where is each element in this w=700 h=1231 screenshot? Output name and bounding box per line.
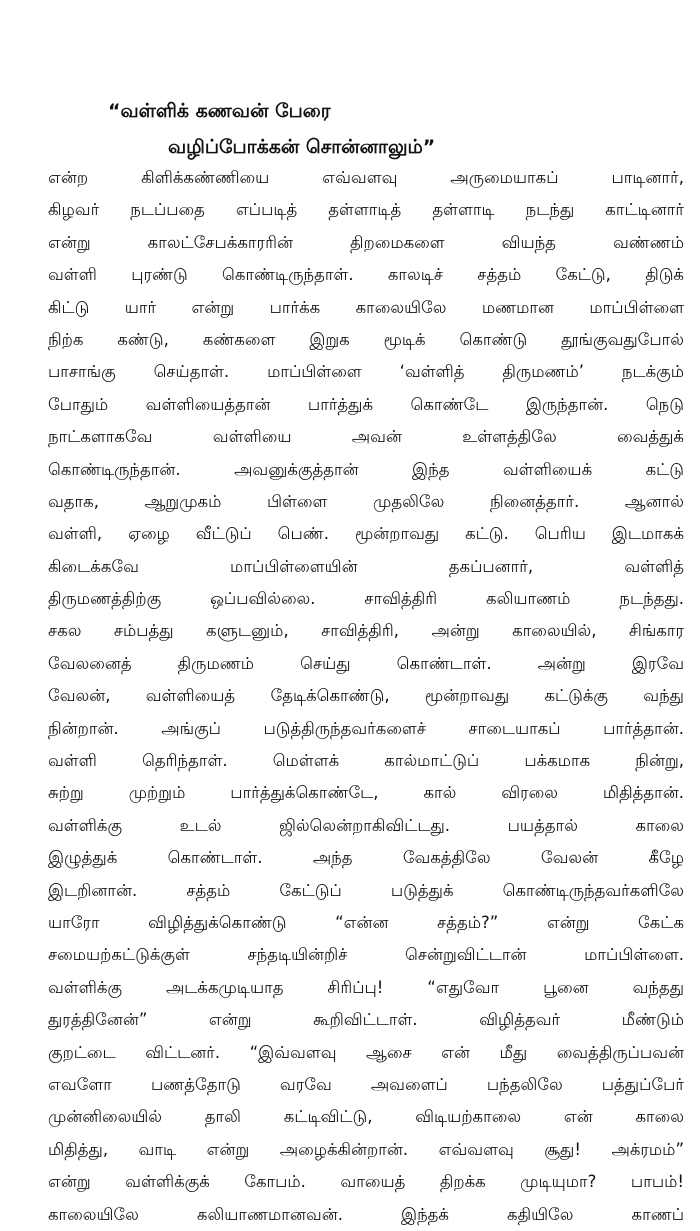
text-line: என்று வள்ளிக்குக் கோபம். வாயைத் திறக்க முடியுமா? பாபம்! [48, 1172, 684, 1192]
text-line: வள்ளி, ஏழை வீட்டுப் பெண். மூன்றாவது கட்டு. பெரிய இடமாகக் [48, 524, 684, 544]
text-line: மிதித்து, வாடி என்று அழைக்கின்றான். எவ்வளவு சூது! அக்ரமம்” [48, 1139, 684, 1159]
text-line: இடறினான். சத்தம் கேட்டுப் படுத்துக் கொண்டிருந்தவர்களிலே [48, 880, 684, 900]
text-line: இழுத்துக் கொண்டாள். அந்த வேகத்திலே வேலன் கீழே [48, 848, 684, 868]
text-line: துரத்தினேன்” என்று கூறிவிட்டாள். விழித்தவர் மீண்டும் [48, 1010, 684, 1030]
body-paragraph [48, 162, 684, 1231]
text-line: கிழவர் நடப்பதை எப்படித் தள்ளாடித் தள்ளாடி நடந்து காட்டினார் [48, 200, 684, 220]
text-line: வள்ளிக்கு அடக்கமுடியாத சிரிப்பு! “எதுவோ பூனை வந்தது [48, 977, 684, 997]
text-line: என்ற கிளிக்கண்ணியை எவ்வளவு அருமையாகப் பாடினார், [48, 168, 684, 187]
text-line: சமையற்கட்டுக்குள் சந்தடியின்றிச் சென்றுவிட்டான் மாப்பிள்ளை. [48, 945, 684, 965]
text-line: சுற்று முற்றும் பார்த்துக்கொண்டே, கால் விரலை மிதித்தான். [48, 783, 684, 803]
text-line: நிற்க கண்டு, கண்களை இறுக மூடிக் கொண்டு தூங்குவதுபோல் [48, 329, 684, 349]
text-line: வதாக, ஆறுமுகம் பிள்ளை முதலிலே நினைத்தார். ஆனால் [48, 491, 684, 511]
text-line: நின்றான். அங்குப் படுத்திருந்தவர்களைச் சாடையாகப் பார்த்தான். [48, 718, 684, 738]
text-line: வள்ளிக்கு உடல் ஜில்லென்றாகிவிட்டது. பயத்தால் காலை [48, 815, 684, 835]
text-line: பாசாங்கு செய்தாள். மாப்பிள்ளை ‘வள்ளித் திருமணம்’ நடக்கும் [48, 362, 684, 382]
text-line: போதும் வள்ளியைத்தான் பார்த்துக் கொண்டே இருந்தான். நெடு [48, 394, 684, 414]
text-line: கிடைக்கவே மாப்பிள்ளையின் தகப்பனார், வள்ளித் [48, 556, 684, 576]
text-line: யாரோ விழித்துக்கொண்டு “என்ன சத்தம்?” என்று கேட்க [48, 912, 684, 932]
verse-line-1: “வள்ளிக் கணவன் பேரை [108, 100, 331, 122]
text-line: வேலன், வள்ளியைத் தேடிக்கொண்டு, மூன்றாவது கட்டுக்கு வந்து [48, 686, 684, 706]
text-line: கிட்டு யார் என்று பார்க்க காலையிலே மணமான மாப்பிள்ளை [48, 297, 684, 317]
text-line: குறட்டை விட்டனர். “இவ்வளவு ஆசை என் மீது வைத்திருப்பவன் [48, 1042, 684, 1062]
text-line: வேலனைத் திருமணம் செய்து கொண்டாள். அன்று இரவே [48, 653, 684, 673]
verse-line-2: வழிப்போக்கன் சொன்னாலும்” [168, 136, 436, 158]
text-line: எவளோ பணத்தோடு வரவே அவளைப் பந்தலிலே பத்துப்பேர் [48, 1074, 684, 1094]
text-line: கொண்டிருந்தான். அவனுக்குத்தான் இந்த வள்ளியைக் கட்டு [48, 459, 684, 479]
text-line: சகல சம்பத்து களுடனும், சாவித்திரி, அன்று காலையில், சிங்கார [48, 621, 684, 641]
text-line: என்று காலட்சேபக்காரரின் திறமைகளை வியந்த வண்ணம் [48, 232, 684, 252]
text-line: திருமணத்திற்கு ஒப்பவில்லை. சாவித்திரி கலியாணம் நடந்தது. [48, 589, 684, 609]
text-line: காலையிலே கலியாணமானவன். இந்தக் கதியிலே காணப் [48, 1204, 684, 1224]
text-line: வள்ளி தெரிந்தாள். மெள்ளக் கால்மாட்டுப் பக்கமாக நின்று, [48, 751, 684, 771]
text-line: நாட்களாகவே வள்ளியை அவன் உள்ளத்திலே வைத்துக் [48, 427, 684, 447]
text-line: முன்னிலையில் தாலி கட்டிவிட்டு, விடியற்காலை என் காலை [48, 1107, 684, 1127]
text-line: வள்ளி புரண்டு கொண்டிருந்தாள். காலடிச் சத்தம் கேட்டு, திடுக் [48, 265, 684, 285]
